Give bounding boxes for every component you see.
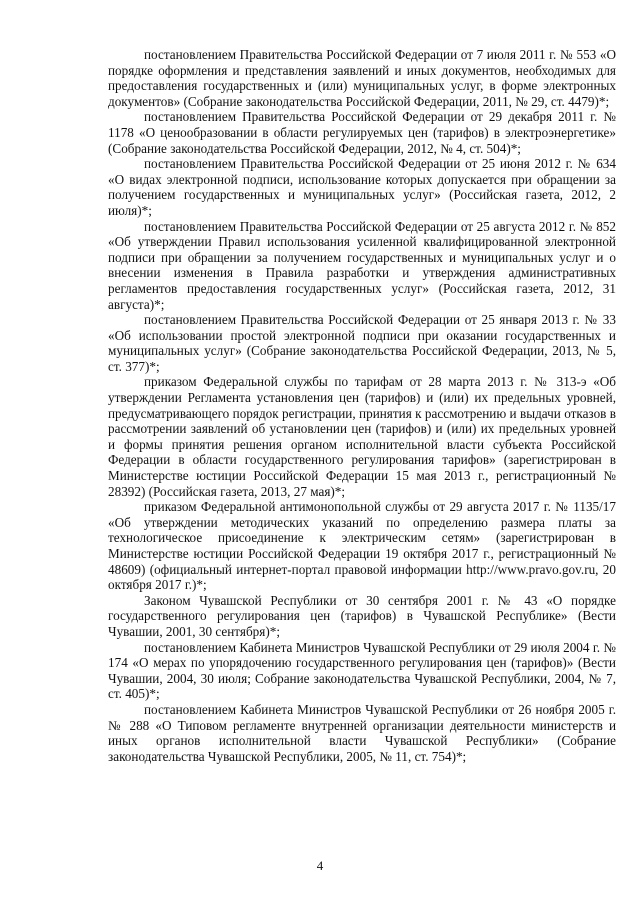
paragraph-decree-288: постановлением Кабинета Министров Чувашской Республики от 26 ноября 2005 г. № 288 «О Типовом регламенте внутренней организации деятельности министерств и иных органов исполнительной власти Чувашской Республики» (Собрание законодательства Чувашской Республики, 2005, № 11, ст. 754)*; xyxy=(108,701,616,764)
paragraph-law-43: Законом Чувашской Республики от 30 сентября 2001 г. № 43 «О порядке государственного регулирования цен (тарифов) в Чувашской Республике» (Вести Чувашии, 2001, 30 сентября)*; xyxy=(108,592,616,639)
paragraph-decree-174: постановлением Кабинета Министров Чувашской Республики от 29 июля 2004 г. № 174 «О мерах по упорядочению государственного регулирования цен (тарифов)» (Вести Чувашии, 2004, 30 июля; Собрание законодательства Чувашской Республики, 2004, № 7, ст. 405)*; xyxy=(108,639,616,702)
paragraph-decree-553: постановлением Правительства Российской Федерации от 7 июля 2011 г. № 553 «О порядке оформления и представления заявлений и иных документов, необходимых для предоставления государственных и (или) муниципальных услуг, в форме электронных документов» (Собрание законодательства Российской Федерации, 2011, № 29, ст. 4479)*; xyxy=(108,47,616,109)
paragraph-decree-1178: постановлением Правительства Российской Федерации от 29 декабря 2011 г. № 1178 «О ценообразовании в области регулируемых цен (тарифов) в электроэнергетике» (Собрание законодательства Российской Федерации, 2012, № 4, ст. 504)*; xyxy=(108,109,616,156)
document-body xyxy=(108,47,616,764)
page-number: 4 xyxy=(316,858,324,873)
paragraph-order-1135: приказом Федеральной антимонопольной службы от 29 августа 2017 г. № 1135/17 «Об утверждении методических указаний по определению размера платы за технологическое присоединение к электрическим сетям» (зарегистрирован в Министерстве юстиции Российской Федерации 19 октября 2017 г., регистрационный № 48609) (официальный интернет-портал правовой информации http://www.pravo.gov.ru, 20 октября 2017 г.)*; xyxy=(108,499,616,593)
paragraph-decree-634: постановлением Правительства Российской Федерации от 25 июня 2012 г. № 634 «О видах электронной подписи, использование которых допускается при обращении за получением государственных и муниципальных услуг» (Российская газета, 2012, 2 июля)*; xyxy=(108,156,616,218)
paragraph-decree-852: постановлением Правительства Российской Федерации от 25 августа 2012 г. № 852 «Об утверждении Правил использования усиленной квалифицированной электронной подписи при обращении за получением государственных и муниципальных услуг и о внесении изменения в Правила разработки и утверждения административных регламентов предоставления государственных услуг» (Российская газета, 2012, 31 августа)*; xyxy=(108,218,616,312)
paragraph-order-313e: приказом Федеральной службы по тарифам от 28 марта 2013 г. № 313-э «Об утверждении Регламента установления цен (тарифов) и (или) их предельных уровней, предусматривающего порядок регистрации, принятия к рассмотрению и выдачи отказов в рассмотрении заявлений об установлении цен (тарифов) и (или) их предельных уровней и формы принятия решения органом исполнительной власти субъекта Российской Федерации в области государственного регулирования тарифов» (зарегистрирован в Министерстве юстиции Российской Федерации 15 мая 2013 г., регистрационный № 28392) (Российская газета, 2013, 27 мая)*; xyxy=(108,374,616,499)
paragraph-decree-33: постановлением Правительства Российской Федерации от 25 января 2013 г. № 33 «Об использовании простой электронной подписи при оказании государственных и муниципальных услуг» (Собрание законодательства Российской Федерации, 2013, № 5, ст. 377)*; xyxy=(108,312,616,374)
